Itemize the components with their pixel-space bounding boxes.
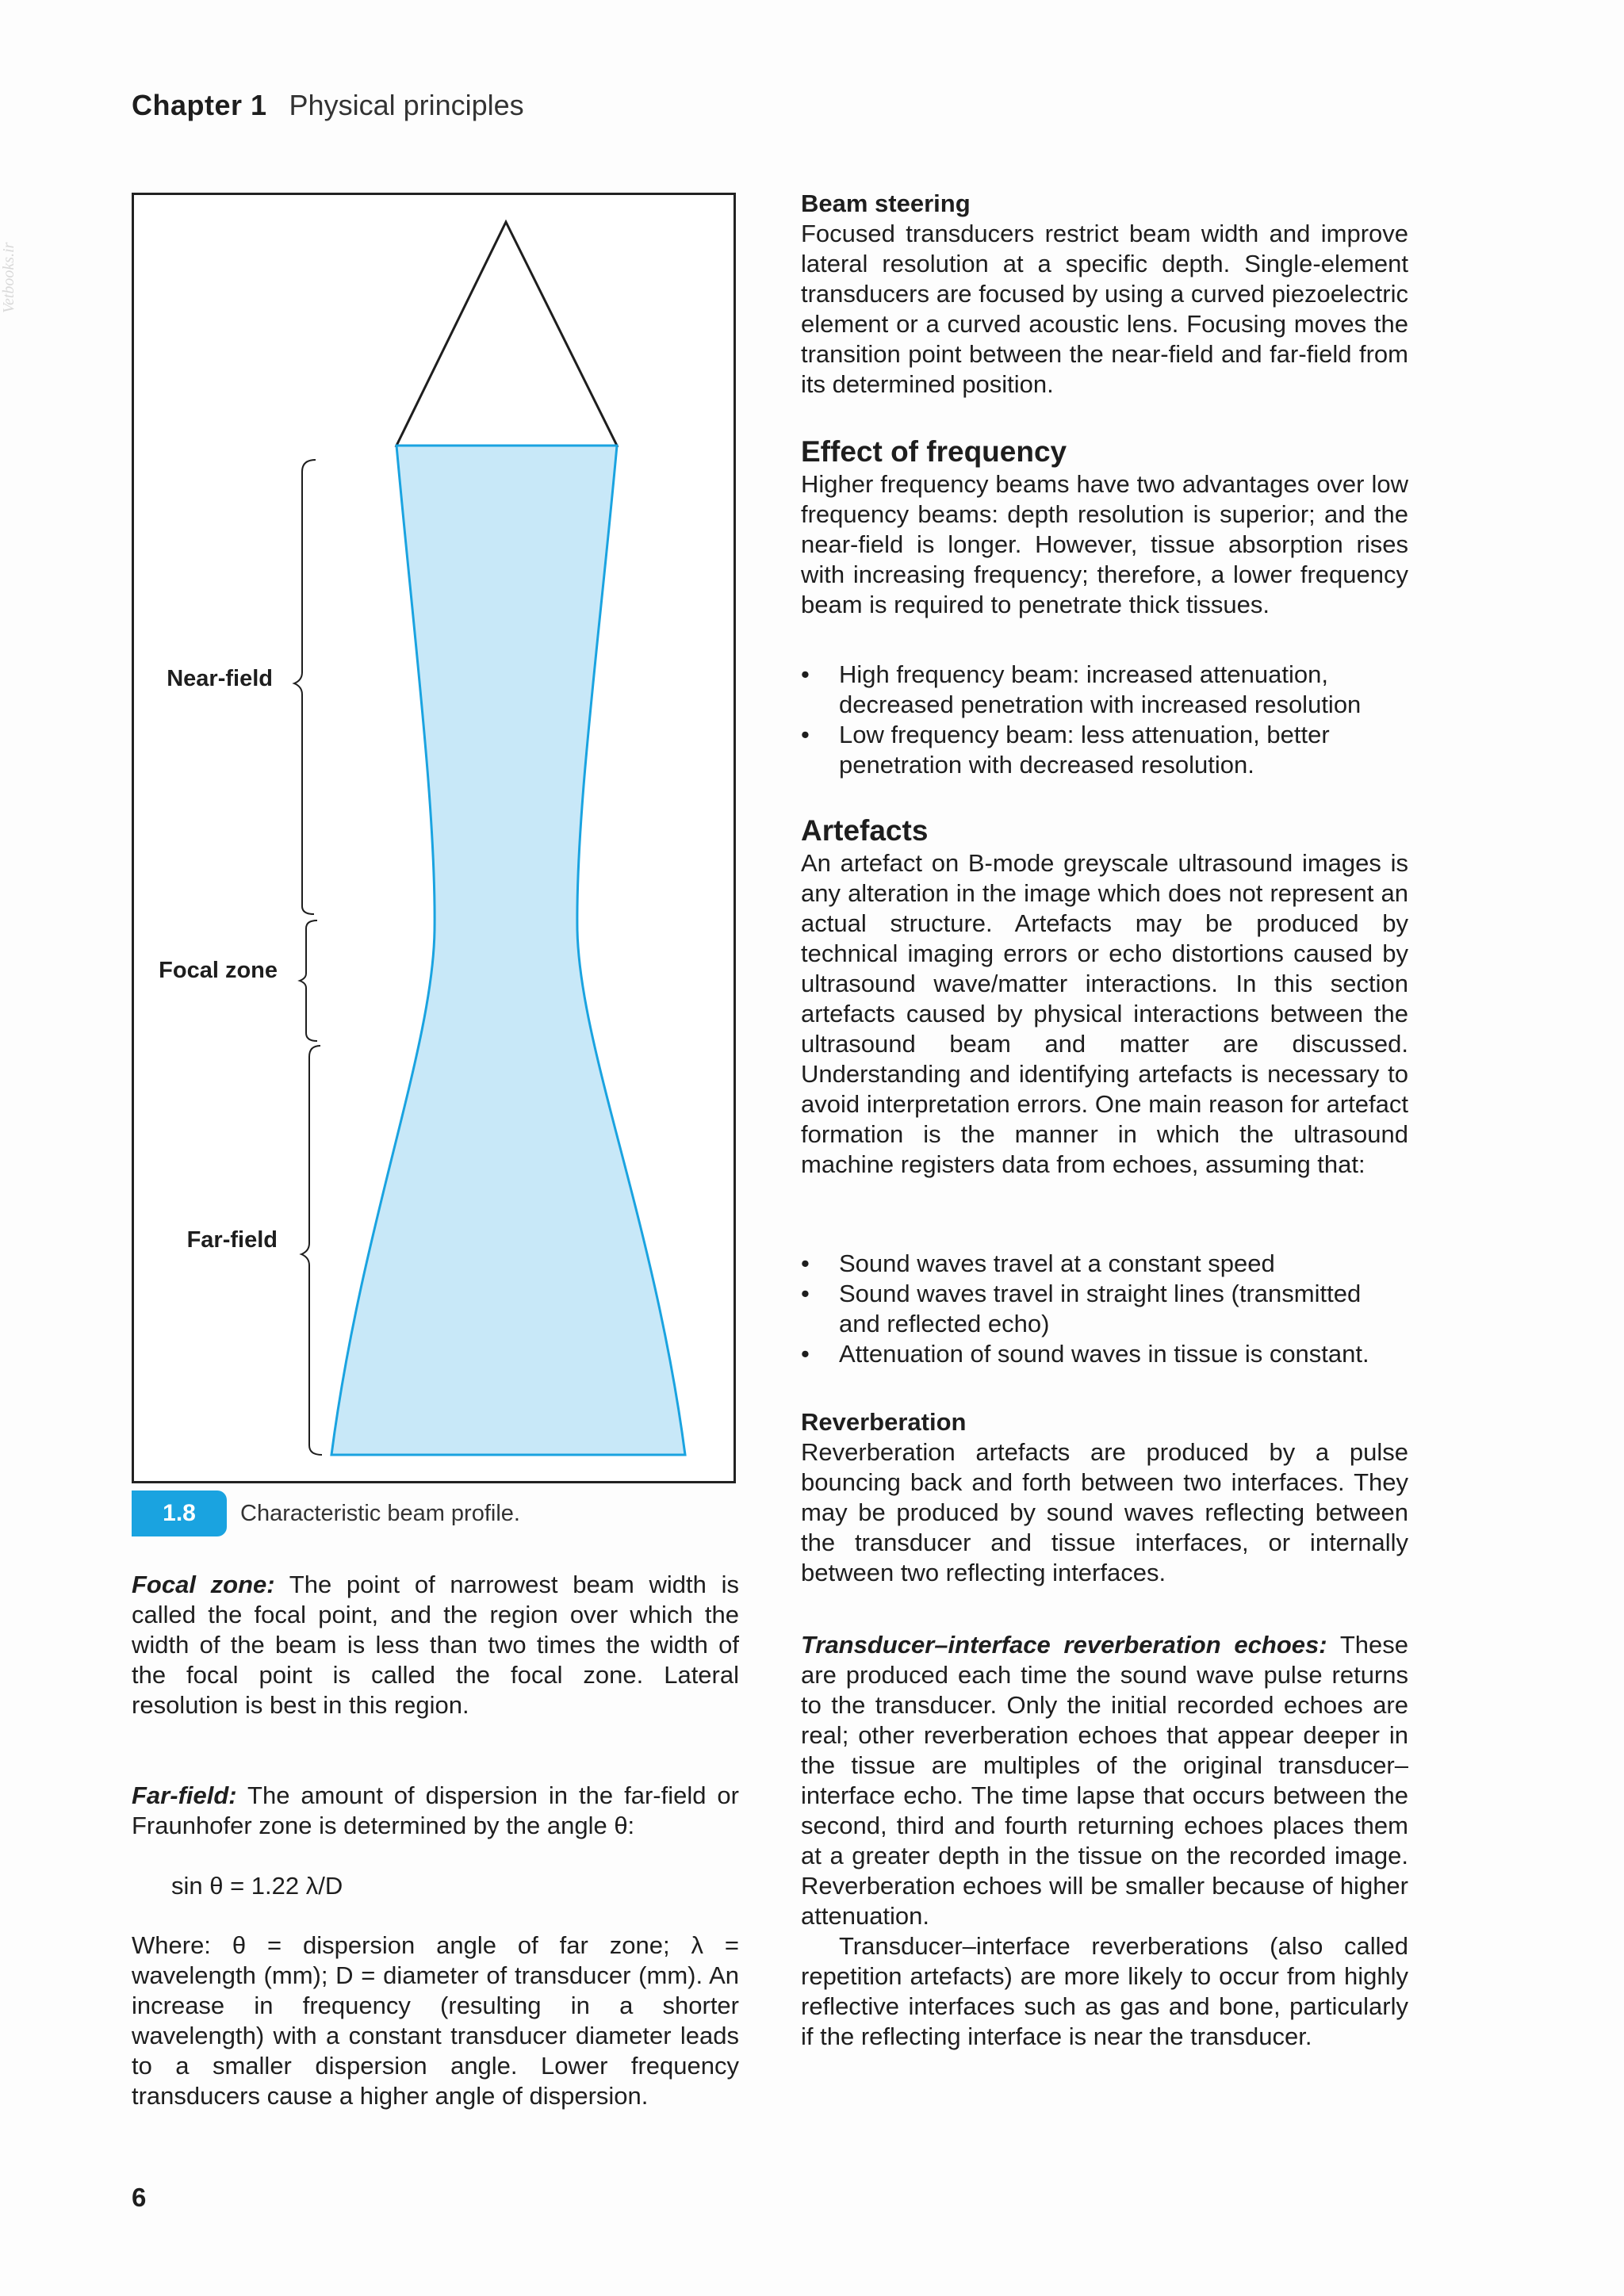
transducer-interface-lead: Transducer–interface reverberation echoes: — [801, 1631, 1327, 1659]
list-item: • Sound waves travel at a constant speed — [801, 1249, 1275, 1277]
beam-shape — [331, 446, 685, 1455]
formula-explanation-text: Where: θ = dispersion angle of far zone; λ = wavelength (mm); D = diameter of transducer (mm). An increase in frequency (resulting in a shorter wavelength) with a constant transducer diameter leads to a smaller dispersion angle. Lower frequency transducers cause a higher angle of dispersion. — [132, 1931, 739, 2110]
far-field-paragraph — [132, 1781, 739, 1841]
frequency-bullets — [801, 660, 1408, 780]
list-item: • High frequency beam: increased attenuation, decreased penetration with increased resolution — [801, 660, 1362, 718]
focal-zone-brace — [300, 920, 317, 1041]
frequency-text: Higher frequency beams have two advantages over low frequency beams: depth resolution is superior; and the near-field is longer. However, tissue absorption rises with increasing frequency; therefore, a lower frequency beam is required to penetrate thick tissues. — [801, 470, 1408, 618]
reverberation-text: Reverberation artefacts are produced by a pulse bouncing back and forth between two interfaces. They may be produced by sound waves reflecting between the transducer and tissue interfaces, or internally between two reflecting interfaces. — [801, 1438, 1408, 1586]
page-number: 6 — [132, 2183, 147, 2212]
frequency-heading: Effect of frequency — [801, 435, 1067, 468]
list-item: • Low frequency beam: less attenuation, better penetration with decreased resolution. — [801, 721, 1330, 779]
beam-steering-section — [801, 189, 1408, 400]
beam-profile-diagram — [132, 193, 736, 1483]
far-field-brace — [301, 1046, 322, 1455]
beam-steering-text: Focused transducers restrict beam width and improve lateral resolution at a specific depth. Single-element transducers are focused by using a curved piezoelectric element or a curved acoustic lens. Focusing moves the transition point between the near-field and far-field from its determined position. — [801, 220, 1408, 398]
beam-steering-heading: Beam steering — [801, 189, 971, 217]
focal-zone-label: Focal zone — [159, 958, 278, 983]
running-header — [132, 89, 524, 122]
reverberation-heading: Reverberation — [801, 1408, 967, 1436]
far-field-text: The amount of dispersion in the far-field or Fraunhofer zone is determined by the angle θ: — [132, 1781, 739, 1839]
artefact-assumptions-list — [801, 1249, 1408, 1369]
focal-zone-lead: Focal zone: — [132, 1571, 275, 1598]
list-item: • Attenuation of sound waves in tissue is constant. — [801, 1340, 1369, 1368]
far-field-lead: Far-field: — [132, 1781, 237, 1809]
watermark: Vetbooks.ir — [0, 242, 17, 313]
formula-explanation — [132, 1931, 739, 2111]
frequency-section — [801, 434, 1408, 620]
section-title: Physical principles — [289, 89, 524, 121]
reverberation-section — [801, 1407, 1408, 1588]
chapter-label: Chapter 1 — [132, 89, 267, 121]
dispersion-formula: sin θ = 1.22 λ/D — [171, 1872, 343, 1900]
figure-number-badge: 1.8 — [132, 1490, 227, 1536]
artefacts-section — [801, 813, 1408, 1180]
transducer-triangle — [396, 222, 617, 446]
transducer-interface-text: These are produced each time the sound wave pulse returns to the transducer. Only the initial recorded echoes are real; other reverberation echoes that appear deeper in the tissue are multiples of the original transducer–interface echo. The time lapse that occurs between the second, third and fourth returning echoes places them at a greater depth in the tissue on the recorded image. Reverberation echoes will be smaller because of higher attenuation. — [801, 1631, 1409, 1930]
artefacts-heading: Artefacts — [801, 814, 929, 847]
transducer-interface-section — [801, 1630, 1408, 2052]
focal-zone-text: The point of narrowest beam width is called the focal point, and the region over which the width of the beam is less than two times the width of the focal point is called the focal zone. Lateral resolution is best in this region. — [132, 1571, 739, 1719]
artefacts-text: An artefact on B-mode greyscale ultrasound images is any alteration in the image which does not represent an actual structure. Artefacts may be produced by technical imaging errors or echo distortions caused by ultrasound wave/matter interactions. In this section artefacts caused by physical interactions between the ultrasound beam and matter are discussed. Understanding and identifying artefacts is necessary to avoid interpretation errors. One main reason for artefact formation is the manner in which the ultrasound machine registers data from echoes, assuming that: — [801, 849, 1408, 1178]
figure-caption: Characteristic beam profile. — [240, 1501, 520, 1526]
near-field-brace — [294, 460, 316, 914]
near-field-label: Near-field — [167, 666, 273, 691]
far-field-label: Far-field — [186, 1227, 278, 1253]
transducer-interface-text-2: Transducer–interface reverberations (also called repetition artefacts) are more likely to occur from highly reflective interfaces such as gas and bone, particularly if the reflecting interface is near the transducer. — [801, 1932, 1408, 2050]
focal-zone-paragraph — [132, 1570, 739, 1720]
list-item: • Sound waves travel in straight lines (transmitted and reflected echo) — [801, 1280, 1362, 1337]
